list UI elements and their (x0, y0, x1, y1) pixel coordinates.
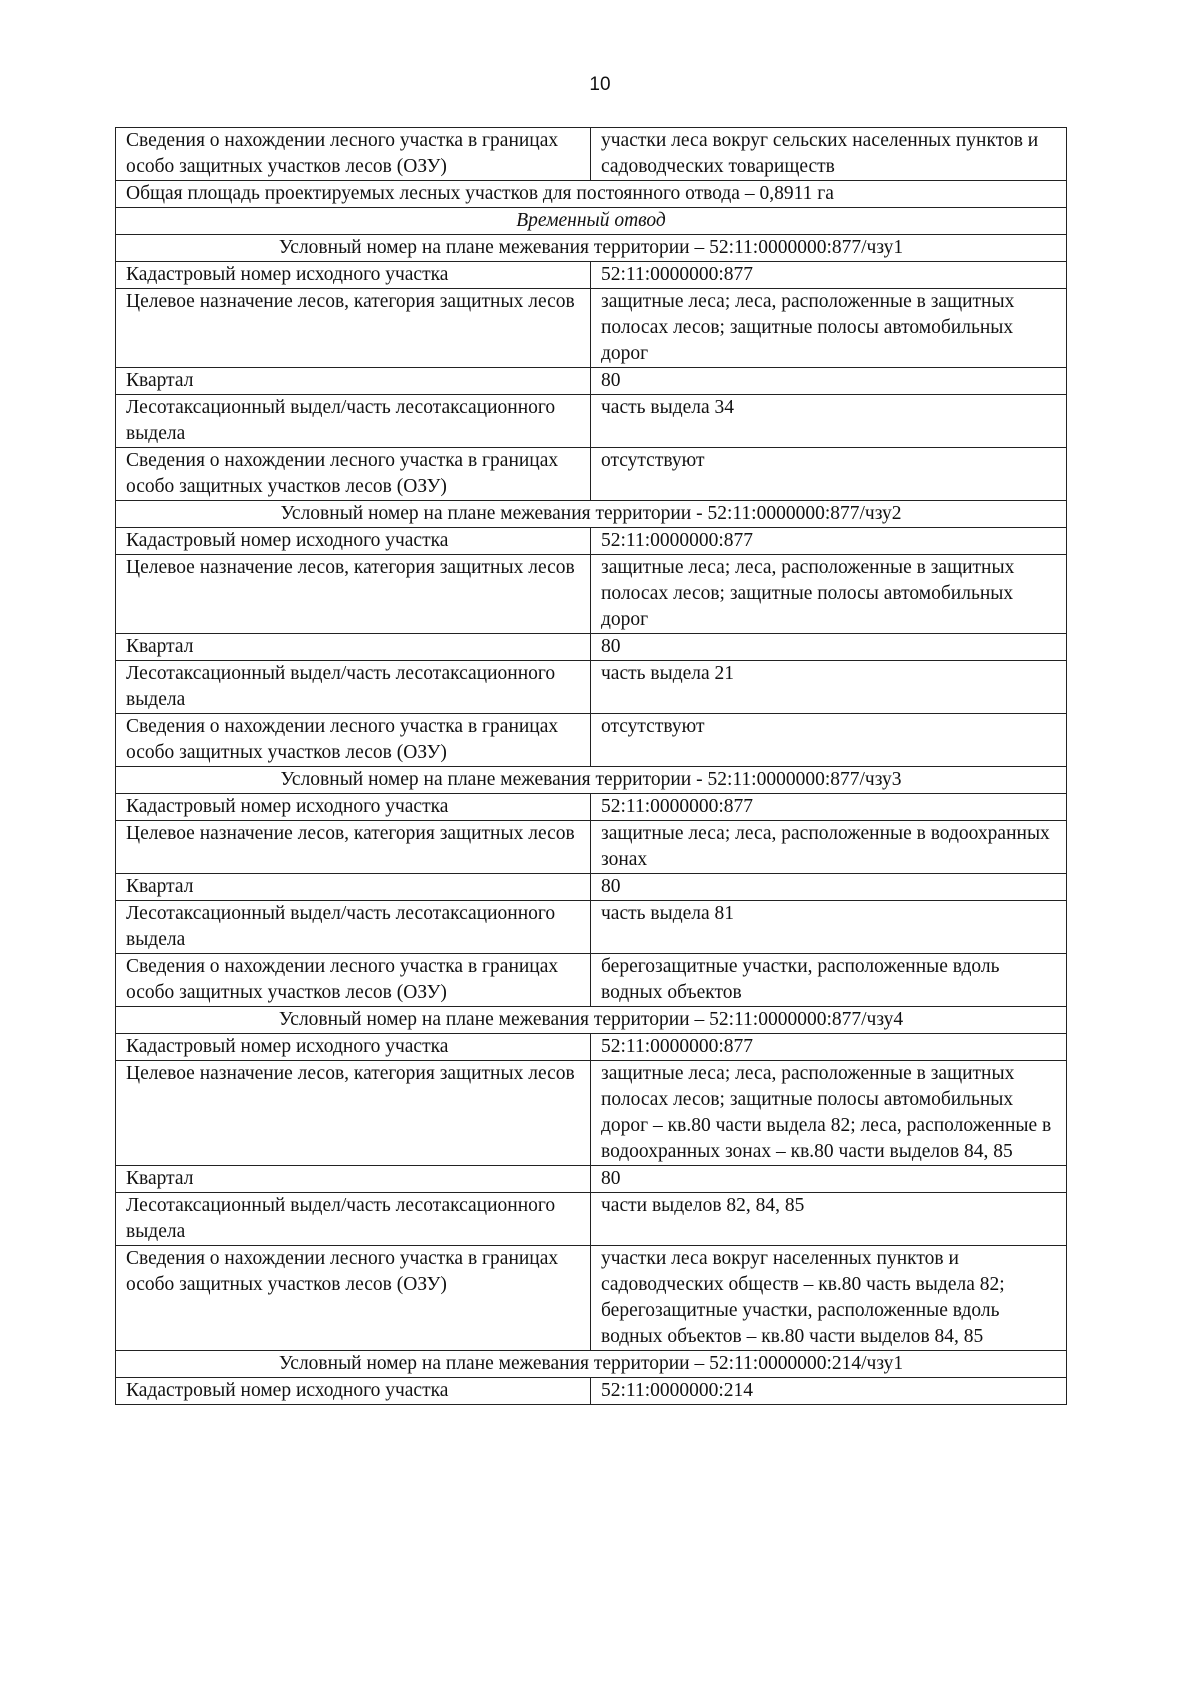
table-row (116, 874, 1067, 901)
plot-number-heading: Условный номер на плане межевания территории – 52:11:0000000:877/чзу4 (116, 1007, 1067, 1034)
row-value: 52:11:0000000:214 (591, 1378, 1067, 1405)
row-value: берегозащитные участки, расположенные вдоль водных объектов (591, 954, 1067, 1007)
row-value: 52:11:0000000:877 (591, 1034, 1067, 1061)
plot-number-heading: Условный номер на плане межевания территории – 52:11:0000000:214/чзу1 (116, 1351, 1067, 1378)
table-section-row (116, 1351, 1067, 1378)
row-value: часть выдела 21 (591, 661, 1067, 714)
table-row (116, 262, 1067, 289)
table-row (116, 1378, 1067, 1405)
table-row (116, 661, 1067, 714)
row-value: защитные леса; леса, расположенные в защитных полосах лесов; защитные полосы автомобильных дорог (591, 289, 1067, 368)
table-section-row (116, 181, 1067, 208)
row-label: Кадастровый номер исходного участка (116, 262, 591, 289)
row-label: Кадастровый номер исходного участка (116, 528, 591, 555)
table-row (116, 1166, 1067, 1193)
row-value: 80 (591, 634, 1067, 661)
table-section-row (116, 767, 1067, 794)
row-value: защитные леса; леса, расположенные в защитных полосах лесов; защитные полосы автомобильных дорог (591, 555, 1067, 634)
row-value: 52:11:0000000:877 (591, 794, 1067, 821)
table-row (116, 1193, 1067, 1246)
table-section-row (116, 1007, 1067, 1034)
table-row (116, 1246, 1067, 1351)
table-section-row (116, 235, 1067, 262)
row-value: отсутствуют (591, 714, 1067, 767)
table-body (116, 128, 1067, 1405)
row-value: участки леса вокруг сельских населенных пунктов и садоводческих товариществ (591, 128, 1067, 181)
plot-number-heading: Условный номер на плане межевания территории – 52:11:0000000:877/чзу1 (116, 235, 1067, 262)
row-label: Целевое назначение лесов, категория защитных лесов (116, 821, 591, 874)
row-value: защитные леса; леса, расположенные в водоохранных зонах (591, 821, 1067, 874)
land-plot-table (115, 127, 1067, 1405)
row-label: Лесотаксационный выдел/часть лесотаксационного выдела (116, 1193, 591, 1246)
row-value: 80 (591, 1166, 1067, 1193)
row-label: Целевое назначение лесов, категория защитных лесов (116, 555, 591, 634)
row-label: Квартал (116, 634, 591, 661)
table-row (116, 395, 1067, 448)
table-row (116, 448, 1067, 501)
table-row (116, 555, 1067, 634)
row-value: 80 (591, 874, 1067, 901)
table-row (116, 901, 1067, 954)
row-label: Квартал (116, 368, 591, 395)
page-number: 10 (589, 74, 611, 95)
table-row (116, 1061, 1067, 1166)
table-row (116, 714, 1067, 767)
row-value: 52:11:0000000:877 (591, 528, 1067, 555)
table-section-row (116, 501, 1067, 528)
row-label: Лесотаксационный выдел/часть лесотаксационного выдела (116, 395, 591, 448)
row-label: Сведения о нахождении лесного участка в границах особо защитных участков лесов (ОЗУ) (116, 128, 591, 181)
table-row (116, 368, 1067, 395)
row-label: Кадастровый номер исходного участка (116, 1034, 591, 1061)
row-value: отсутствуют (591, 448, 1067, 501)
row-label: Кадастровый номер исходного участка (116, 1378, 591, 1405)
row-label: Квартал (116, 1166, 591, 1193)
row-label: Лесотаксационный выдел/часть лесотаксационного выдела (116, 901, 591, 954)
row-value: участки леса вокруг населенных пунктов и садоводческих обществ – кв.80 часть выдела 82; берегозащитные участки, расположенные вдоль водных объектов – кв.80 части выделов 84, 85 (591, 1246, 1067, 1351)
plot-number-heading: Условный номер на плане межевания территории - 52:11:0000000:877/чзу2 (116, 501, 1067, 528)
table-row (116, 528, 1067, 555)
row-label: Целевое назначение лесов, категория защитных лесов (116, 1061, 591, 1166)
row-label: Лесотаксационный выдел/часть лесотаксационного выдела (116, 661, 591, 714)
table-row (116, 128, 1067, 181)
row-value: защитные леса; леса, расположенные в защитных полосах лесов; защитные полосы автомобильных дорог – кв.80 части выдела 82; леса, расположенные в водоохранных зонах – кв.80 части выделов 84, 85 (591, 1061, 1067, 1166)
row-value: 52:11:0000000:877 (591, 262, 1067, 289)
total-area-row: Общая площадь проектируемых лесных участков для постоянного отвода – 0,8911 га (116, 181, 1067, 208)
row-value: 80 (591, 368, 1067, 395)
table-row (116, 954, 1067, 1007)
table-row (116, 1034, 1067, 1061)
section-heading: Временный отвод (116, 208, 1067, 235)
row-label: Сведения о нахождении лесного участка в границах особо защитных участков лесов (ОЗУ) (116, 1246, 591, 1351)
row-value: части выделов 82, 84, 85 (591, 1193, 1067, 1246)
table-row (116, 794, 1067, 821)
row-label: Целевое назначение лесов, категория защитных лесов (116, 289, 591, 368)
row-label: Кадастровый номер исходного участка (116, 794, 591, 821)
plot-number-heading: Условный номер на плане межевания территории - 52:11:0000000:877/чзу3 (116, 767, 1067, 794)
table-row (116, 821, 1067, 874)
row-label: Сведения о нахождении лесного участка в границах особо защитных участков лесов (ОЗУ) (116, 954, 591, 1007)
row-value: часть выдела 81 (591, 901, 1067, 954)
row-label: Квартал (116, 874, 591, 901)
table-row (116, 289, 1067, 368)
table-row (116, 634, 1067, 661)
table-section-row (116, 208, 1067, 235)
row-label: Сведения о нахождении лесного участка в границах особо защитных участков лесов (ОЗУ) (116, 714, 591, 767)
row-label: Сведения о нахождении лесного участка в границах особо защитных участков лесов (ОЗУ) (116, 448, 591, 501)
row-value: часть выдела 34 (591, 395, 1067, 448)
